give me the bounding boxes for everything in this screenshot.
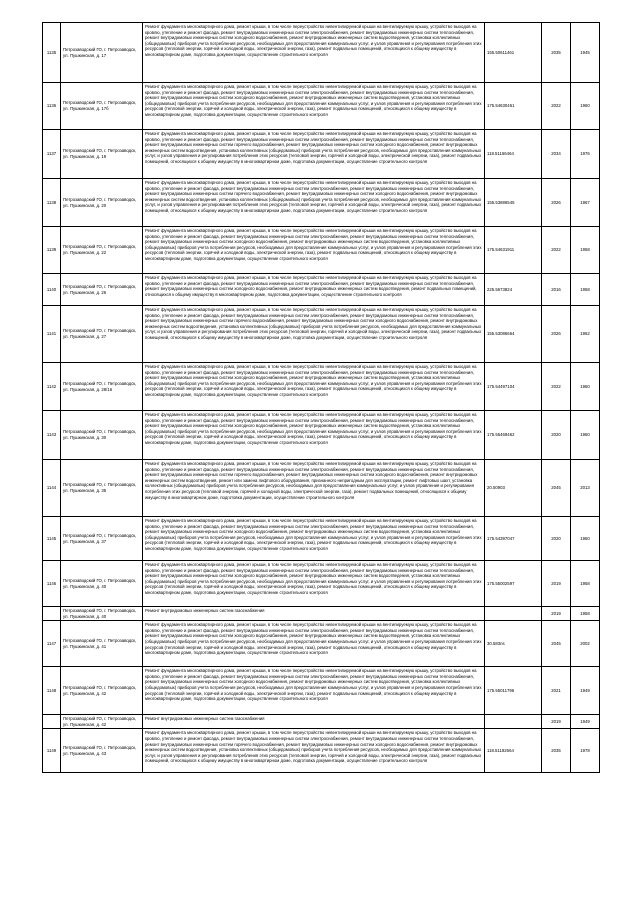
build-year: 1960: [571, 517, 600, 561]
row-number: 1139: [43, 227, 61, 274]
table-row: [43, 621, 600, 667]
planned-year: 2034: [542, 130, 571, 179]
repair-works: Ремонт фундамента многоквартирного дома, ремонт крыши, в том числе переустройство невентилируемой крыши на вентилируемую крышу, устройство выходов на кровлю, утепление и ремонт фасада, ремонт внутридомовых инженерных систем электроснабжения, ремонт внутридомовых инженерных систем теплоснабжения, ремонт внутридомовых инженерных систем холодного водоснабжения, ремонт внутридомовых инженерных систем водоотведения, установка коллективных (общедомовых) приборов учета потребления ресурсов, необходимых для предоставления коммунальных услуг, и узлов управления и регулирования потребления этих ресурсов (тепловой энергии, горячей и холодной воды, электрической энергии, газа), ремонт подвальных помещений, относящихся к общему имуществу в многоквартирном доме, подготовка документации, осуществление строительного контроля: [143, 517, 485, 561]
repair-cost: [485, 607, 542, 621]
house-address: Петрозаводский ГО, г. Петрозаводск, ул. Пушкинская, д. 28/16: [61, 363, 143, 411]
row-number: [43, 607, 61, 621]
house-address: Петрозаводский ГО, г. Петрозаводск, ул. Пушкинская, д. 42: [61, 715, 143, 729]
repair-works: Ремонт фундамента многоквартирного дома, ремонт крыши, в том числе переустройство невентилируемой крыши на вентилируемую крышу, устройство выходов на кровлю, утепление и ремонт фасада, ремонт внутридомовых инженерных систем электроснабжения, ремонт внутридомовых инженерных систем теплоснабжения, ремонт внутридомовых инженерных систем горячего водоснабжения, ремонт внутридомовых инженерных систем холодного водоснабжения, ремонт внутридомовых инженерных систем водоотведения, установка коллективных (общедомовых) приборов учета потребления ресурсов, необходимых для предоставления коммунальных услуг, и узлов управления и регулирования потребления этих ресурсов (тепловой энергии, горячей и холодной воды, электрической энергии, газа), ремонт подвальных помещений, относящихся к общему имуществу в многоквартирном доме, подготовка документации, осуществление строительного контроля: [143, 179, 485, 227]
document-page: [42, 22, 599, 773]
repair-works: Ремонт фундамента многоквартирного дома, ремонт крыши, в том числе переустройство невентилируемой крыши на вентилируемую крышу, устройство выходов на кровлю, утепление и ремонт фасада, ремонт внутридомовых инженерных систем электроснабжения, ремонт внутридомовых инженерных систем теплоснабжения, ремонт внутридомовых инженерных систем горячего водоснабжения, ремонт внутридомовых инженерных систем холодного водоснабжения, ремонт внутридомовых инженерных систем водоотведения, установка коллективных (общедомовых) приборов учета потребления ресурсов, необходимых для предоставления коммунальных услуг, и узлов управления и регулирования потребления этих ресурсов (тепловой энергии, горячей и холодной воды, электрической энергии, газа), ремонт подвальных помещений, относящихся к общему имуществу в многоквартирном доме, подготовка документации, осуществление строительного контроля: [143, 130, 485, 179]
table-row: [43, 274, 600, 306]
repair-cost: 155.53886545: [485, 179, 542, 227]
house-address: Петрозаводский ГО, г. Петрозаводск, ул. Пушкинская, д. 41: [61, 621, 143, 667]
row-number: 1143: [43, 411, 61, 460]
repair-cost: 155.53086664: [485, 306, 542, 363]
build-year: 1945: [571, 23, 600, 83]
house-address: Петрозаводский ГО, г. Петрозаводск, ул. Пушкинская, д. 22: [61, 227, 143, 274]
table-row: [43, 83, 600, 130]
house-address: Петрозаводский ГО, г. Петрозаводск, ул. Пушкинская, д. 17: [61, 23, 143, 83]
table-row: [43, 607, 600, 621]
table-row: [43, 667, 600, 715]
row-number: 1146: [43, 561, 61, 607]
repair-works: Ремонт фундамента многоквартирного дома, ремонт крыши, в том числе переустройство невентилируемой крыши на вентилируемую крышу, устройство выходов на кровлю, утепление и ремонт фасада, ремонт внутридомовых инженерных систем электроснабжения, ремонт внутридомовых инженерных систем теплоснабжения, ремонт внутридомовых инженерных систем горячего водоснабжения, ремонт внутридомовых инженерных систем холодного водоснабжения, ремонт внутридомовых инженерных систем водоотведения, установка коллективных (общедомовых) приборов учета потребления ресурсов, необходимых для предоставления коммунальных услуг, и узлов управления и регулирования потребления этих ресурсов (тепловой энергии, горячей и холодной воды, электрической энергии, газа), ремонт подвальных помещений, относящихся к общему имуществу в многоквартирном доме, подготовка документации, осуществление строительного контроля: [143, 306, 485, 363]
build-year: 1976: [571, 130, 600, 179]
planned-year: 2019: [542, 607, 571, 621]
table-row: [43, 561, 600, 607]
house-address: Петрозаводский ГО, г. Петрозаводск, ул. Пушкинская, д. 35: [61, 460, 143, 517]
repair-cost: 225.5673824: [485, 274, 542, 306]
house-address: Петрозаводский ГО, г. Петрозаводск, ул. Пушкинская, д. 19: [61, 130, 143, 179]
planned-year: 2019: [542, 561, 571, 607]
planned-year: 2045: [542, 621, 571, 667]
repair-cost: 20.50903: [485, 460, 542, 517]
repair-cost: 175.54631911: [485, 227, 542, 274]
house-address: Петрозаводский ГО, г. Петрозаводск, ул. Пушкинская, д. 42: [61, 667, 143, 715]
planned-year: 2045: [542, 460, 571, 517]
house-address: Петрозаводский ГО, г. Петрозаводск, ул. Пушкинская, д. 40: [61, 607, 143, 621]
repair-works: Ремонт фундамента многоквартирного дома, ремонт крыши, в том числе переустройство невентилируемой крыши на вентилируемую крышу, устройство выходов на кровлю, утепление и ремонт фасада, ремонт внутридомовых инженерных систем электроснабжения, ремонт внутридомовых инженерных систем теплоснабжения, ремонт внутридомовых инженерных систем холодного водоснабжения, ремонт внутридомовых инженерных систем водоотведения, установка коллективных (общедомовых) приборов учета потребления ресурсов, необходимых для предоставления коммунальных услуг, и узлов управления и регулирования потребления этих ресурсов (тепловой энергии, горячей и холодной воды, электрической энергии, газа), ремонт подвальных помещений, относящихся к общему имуществу в многоквартирном доме, подготовка документации, осуществление строительного контроля: [143, 561, 485, 607]
row-number: 1144: [43, 460, 61, 517]
planned-year: 2016: [542, 274, 571, 306]
repair-works: Ремонт фундамента многоквартирного дома, ремонт крыши, в том числе переустройство невентилируемой крыши на вентилируемую крышу, устройство выходов на кровлю, утепление и ремонт фасада, ремонт внутридомовых инженерных систем электроснабжения, ремонт внутридомовых инженерных систем теплоснабжения, ремонт внутридомовых инженерных систем холодного водоснабжения, ремонт внутридомовых инженерных систем водоотведения, установка коллективных (общедомовых) приборов учета потребления ресурсов, необходимых для предоставления коммунальных услуг, и узлов управления и регулирования потребления этих ресурсов (тепловой энергии, горячей и холодной воды, электрической энергии, газа), ремонт подвальных помещений, относящихся к общему имуществу в многоквартирном доме, подготовка документации, осуществление строительного контроля: [143, 23, 485, 83]
planned-year: 2022: [542, 227, 571, 274]
build-year: 1960: [571, 363, 600, 411]
row-number: 1145: [43, 517, 61, 561]
planned-year: 2021: [542, 667, 571, 715]
build-year: 2002: [571, 621, 600, 667]
table-body: [43, 23, 600, 773]
build-year: 2013: [571, 460, 600, 517]
repair-cost: 175.54630461: [485, 83, 542, 130]
repair-cost: 118.51166464: [485, 130, 542, 179]
table-row: [43, 306, 600, 363]
house-address: Петрозаводский ГО, г. Петрозаводск, ул. Пушкинская, д. 43: [61, 729, 143, 773]
row-number: 1136: [43, 83, 61, 130]
build-year: 1958: [571, 274, 600, 306]
table-row: [43, 517, 600, 561]
house-address: Петрозаводский ГО, г. Петрозаводск, ул. Пушкинская, д. 20: [61, 179, 143, 227]
build-year: 1960: [571, 411, 600, 460]
repair-works: Ремонт фундамента многоквартирного дома, ремонт крыши, в том числе переустройство невентилируемой крыши на вентилируемую крышу, устройство выходов на кровлю, утепление и ремонт фасада, ремонт внутридомовых инженерных систем электроснабжения, ремонт внутридомовых инженерных систем теплоснабжения, ремонт внутридомовых инженерных систем холодного водоснабжения, ремонт внутридомовых инженерных систем водоотведения, установка коллективных (общедомовых) приборов учета потребления ресурсов, необходимых для предоставления коммунальных услуг, и узлов управления и регулирования потребления этих ресурсов (тепловой энергии, горячей и холодной воды, электрической энергии, газа), ремонт подвальных помещений, относящихся к общему имуществу в многоквартирном доме, подготовка документации, осуществление строительного контроля: [143, 227, 485, 274]
house-address: Петрозаводский ГО, г. Петрозаводск, ул. Пушкинская, д. 37: [61, 517, 143, 561]
row-number: 1141: [43, 306, 61, 363]
table-row: [43, 715, 600, 729]
planned-year: 2026: [542, 179, 571, 227]
row-number: 1147: [43, 621, 61, 667]
build-year: 1978: [571, 729, 600, 773]
house-address: Петрозаводский ГО, г. Петрозаводск, ул. Пушкинская, д. 17б: [61, 83, 143, 130]
capital-repair-table: [42, 22, 600, 773]
table-row: [43, 23, 600, 83]
row-number: 1148: [43, 667, 61, 715]
build-year: 1958: [571, 607, 600, 621]
repair-cost: 30.583ns: [485, 621, 542, 667]
house-address: Петрозаводский ГО, г. Петрозаводск, ул. Пушкинская, д. 40: [61, 561, 143, 607]
house-address: Петрозаводский ГО, г. Петрозаводск, ул. Пушкинская, д. 26: [61, 274, 143, 306]
repair-works: Ремонт фундамента многоквартирного дома, ремонт крыши, в том числе переустройство невентилируемой крыши на вентилируемую крышу, устройство выходов на кровлю, утепление и ремонт фасада, ремонт внутридомовых инженерных систем электроснабжения, ремонт внутридомовых инженерных систем теплоснабжения, ремонт внутридомовых инженерных систем холодного водоснабжения, ремонт внутридомовых инженерных систем водоотведения, ремонт подвальных помещений, относящихся к общему имуществу в многоквартирном доме, подготовка документации, осуществление строительного контроля: [143, 274, 485, 306]
row-number: 1149: [43, 729, 61, 773]
build-year: 1958: [571, 227, 600, 274]
house-address: Петрозаводский ГО, г. Петрозаводск, ул. Пушкинская, д. 27: [61, 306, 143, 363]
planned-year: 2022: [542, 83, 571, 130]
repair-cost: 175.55002597: [485, 561, 542, 607]
build-year: 1962: [571, 306, 600, 363]
row-number: [43, 715, 61, 729]
repair-cost: 155.50611461: [485, 23, 542, 83]
build-year: 1967: [571, 179, 600, 227]
table-row: [43, 411, 600, 460]
repair-cost: 175.55469462: [485, 411, 542, 460]
planned-year: 2019: [542, 715, 571, 729]
repair-works: Ремонт внутридомовых инженерных систем газоснабжения: [143, 607, 485, 621]
table-row: [43, 460, 600, 517]
repair-works: Ремонт внутридомовых инженерных систем газоснабжения: [143, 715, 485, 729]
planned-year: 2020: [542, 411, 571, 460]
repair-works: Ремонт фундамента многоквартирного дома, ремонт крыши, в том числе переустройство невентилируемой крыши на вентилируемую крышу, устройство выходов на кровлю, утепление и ремонт фасада, ремонт внутридомовых инженерных систем электроснабжения, ремонт внутридомовых инженерных систем теплоснабжения, ремонт внутридомовых инженерных систем холодного водоснабжения, ремонт внутридомовых инженерных систем водоотведения, установка коллективных (общедомовых) приборов учета потребления ресурсов, необходимых для предоставления коммунальных услуг, и узлов управления и регулирования потребления этих ресурсов (тепловой энергии, горячей и холодной воды, электрической энергии, газа), ремонт подвальных помещений, относящихся к общему имуществу в многоквартирном доме, подготовка документации, осуществление строительного контроля: [143, 363, 485, 411]
build-year: 1949: [571, 667, 600, 715]
row-number: 1142: [43, 363, 61, 411]
row-number: 1135: [43, 23, 61, 83]
planned-year: 2035: [542, 23, 571, 83]
repair-works: Ремонт фундамента многоквартирного дома, ремонт крыши, в том числе переустройство невентилируемой крыши на вентилируемую крышу, устройство выходов на кровлю, утепление и ремонт фасада, ремонт внутридомовых инженерных систем электроснабжения, ремонт внутридомовых инженерных систем теплоснабжения, ремонт внутридомовых инженерных систем холодного водоснабжения, ремонт внутридомовых инженерных систем водоотведения, установка коллективных (общедомовых) приборов учета потребления ресурсов, необходимых для предоставления коммунальных услуг, и узлов управления и регулирования потребления этих ресурсов (тепловой энергии, горячей и холодной воды, электрической энергии, газа), ремонт подвальных помещений, относящихся к общему имуществу в многоквартирном доме, подготовка документации, осуществление строительного контроля: [143, 83, 485, 130]
repair-cost: 175.55011796: [485, 667, 542, 715]
repair-works: Ремонт фундамента многоквартирного дома, ремонт крыши, в том числе переустройство невентилируемой крыши на вентилируемую крышу, устройство выходов на кровлю, утепление и ремонт фасада, ремонт внутридомовых инженерных систем электроснабжения, ремонт внутридомовых инженерных систем теплоснабжения, ремонт внутридомовых инженерных систем горячего водоснабжения, ремонт внутридомовых инженерных систем холодного водоснабжения, ремонт внутридомовых инженерных систем водоотведения, установка коллективных (общедомовых) приборов учета потребления ресурсов, необходимых для предоставления коммунальных услуг, и узлов управления и регулирования потребления этих ресурсов (тепловой энергии, горячей и холодной воды, электрической энергии, газа), ремонт подвальных помещений, относящихся к общему имуществу в многоквартирном доме, подготовка документации, осуществление строительного контроля: [143, 729, 485, 773]
planned-year: 2022: [542, 363, 571, 411]
repair-cost: 118.51182664: [485, 729, 542, 773]
house-address: Петрозаводский ГО, г. Петрозаводск, ул. Пушкинская, д. 30: [61, 411, 143, 460]
table-row: [43, 363, 600, 411]
table-row: [43, 227, 600, 274]
build-year: 1949: [571, 715, 600, 729]
row-number: 1137: [43, 130, 61, 179]
row-number: 1140: [43, 274, 61, 306]
build-year: 1958: [571, 561, 600, 607]
repair-cost: 175.54497104: [485, 363, 542, 411]
planned-year: 2020: [542, 517, 571, 561]
row-number: 1138: [43, 179, 61, 227]
repair-cost: [485, 715, 542, 729]
repair-works: Ремонт фундамента многоквартирного дома, ремонт крыши, в том числе переустройство невентилируемой крыши на вентилируемую крышу, устройство выходов на кровлю, утепление и ремонт фасада, ремонт внутридомовых инженерных систем электроснабжения, ремонт внутридомовых инженерных систем теплоснабжения, ремонт внутридомовых инженерных систем холодного водоснабжения, ремонт внутридомовых инженерных систем водоотведения, установка коллективных (общедомовых) приборов учета потребления ресурсов, необходимых для предоставления коммунальных услуг, и узлов управления и регулирования потребления этих ресурсов (тепловой энергии, горячей и холодной воды, электрической энергии, газа), ремонт подвальных помещений, относящихся к общему имуществу в многоквартирном доме, подготовка документации, осуществление строительного контроля: [143, 621, 485, 667]
repair-works: Ремонт фундамента многоквартирного дома, ремонт крыши, в том числе переустройство невентилируемой крыши на вентилируемую крышу, устройство выходов на кровлю, утепление и ремонт фасада, ремонт внутридомовых инженерных систем электроснабжения, ремонт внутридомовых инженерных систем теплоснабжения, ремонт внутридомовых инженерных систем горячего водоснабжения, ремонт внутридомовых инженерных систем холодного водоснабжения, ремонт внутридомовых инженерных систем водоотведения, ремонт или замена лифтового оборудования, признанного непригодным для эксплуатации, ремонт лифтовых шахт, установка коллективных (общедомовых) приборов учета потребления ресурсов, необходимых для предоставления коммунальных услуг, и узлов управления и регулирования потребления этих ресурсов (тепловой энергии, горячей и холодной воды, электрической энергии, газа), ремонт подвальных помещений, относящихся к общему имуществу в многоквартирном доме, подготовка документации, осуществление строительного контроля: [143, 460, 485, 517]
table-row: [43, 179, 600, 227]
repair-cost: 175.54397047: [485, 517, 542, 561]
planned-year: 2035: [542, 729, 571, 773]
table-row: [43, 130, 600, 179]
repair-works: Ремонт фундамента многоквартирного дома, ремонт крыши, в том числе переустройство невентилируемой крыши на вентилируемую крышу, устройство выходов на кровлю, утепление и ремонт фасада, ремонт внутридомовых инженерных систем электроснабжения, ремонт внутридомовых инженерных систем теплоснабжения, ремонт внутридомовых инженерных систем холодного водоснабжения, ремонт внутридомовых инженерных систем водоотведения, установка коллективных (общедомовых) приборов учета потребления ресурсов, необходимых для предоставления коммунальных услуг, и узлов управления и регулирования потребления этих ресурсов (тепловой энергии, горячей и холодной воды, электрической энергии, газа), ремонт подвальных помещений, относящихся к общему имуществу в многоквартирном доме, подготовка документации, осуществление строительного контроля: [143, 667, 485, 715]
repair-works: Ремонт фундамента многоквартирного дома, ремонт крыши, в том числе переустройство невентилируемой крыши на вентилируемую крышу, устройство выходов на кровлю, утепление и ремонт фасада, ремонт внутридомовых инженерных систем электроснабжения, ремонт внутридомовых инженерных систем теплоснабжения, ремонт внутридомовых инженерных систем холодного водоснабжения, ремонт внутридомовых инженерных систем водоотведения, установка коллективных (общедомовых) приборов учета потребления ресурсов, необходимых для предоставления коммунальных услуг, и узлов управления и регулирования потребления этих ресурсов (тепловой энергии, горячей и холодной воды, электрической энергии, газа), ремонт подвальных помещений, относящихся к общему имуществу в многоквартирном доме, подготовка документации, осуществление строительного контроля: [143, 411, 485, 460]
planned-year: 2026: [542, 306, 571, 363]
build-year: 1960: [571, 83, 600, 130]
table-row: [43, 729, 600, 773]
